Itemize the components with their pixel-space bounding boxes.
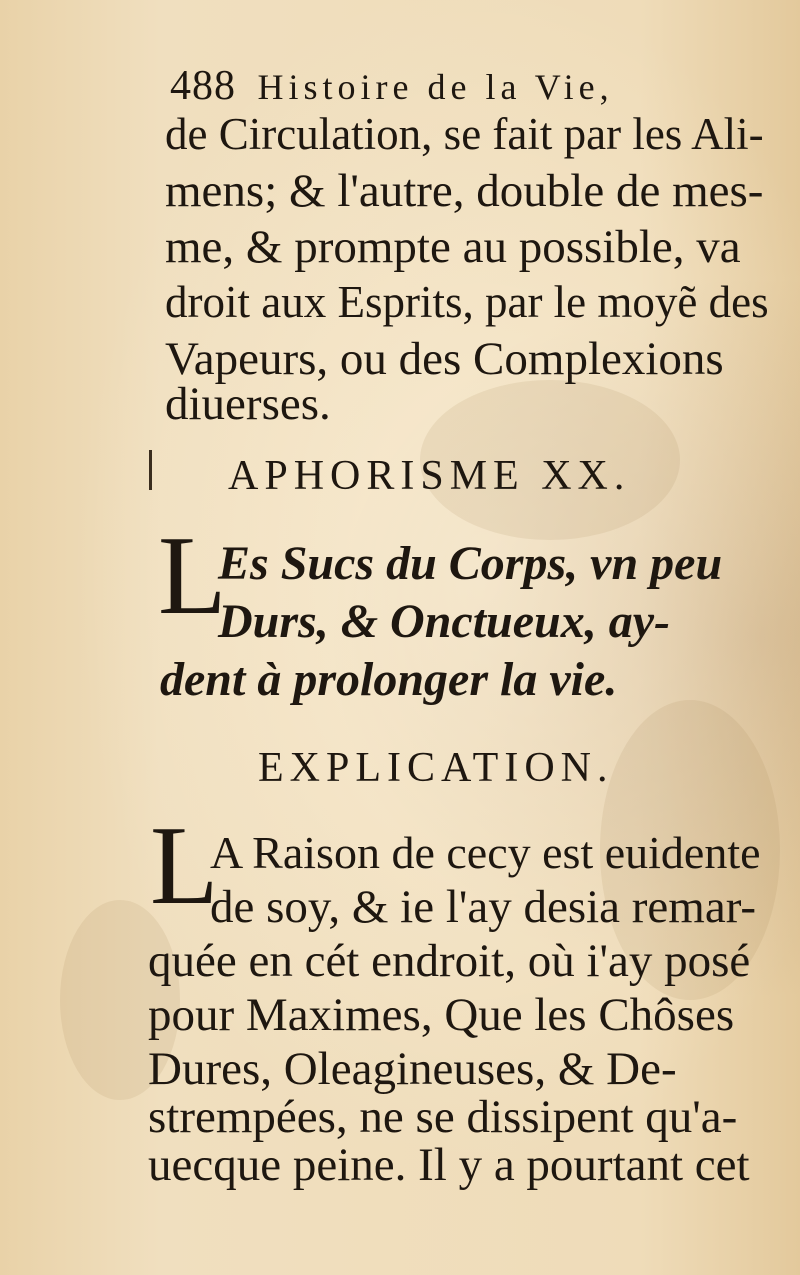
explication-heading: EXPLICATION. — [258, 745, 614, 791]
margin-mark — [149, 450, 152, 490]
text-line: mens; & l'autre, double de mes- — [165, 165, 764, 217]
aphorism-line: Es Sucs du Corps, vn peu — [218, 537, 723, 590]
aphorism-heading: APHORISME XX. — [228, 453, 631, 499]
text-line: diuerses. — [165, 378, 331, 430]
running-head — [170, 62, 614, 110]
text-line: droit aux Esprits, par le moyẽ des — [165, 277, 769, 327]
aphorism-line: dent à prolonger la vie. — [160, 653, 618, 706]
drop-cap: L — [150, 804, 219, 928]
text-line: A Raison de cecy est euidente — [210, 827, 761, 878]
text-line: pour Maximes, Que les Chôses — [148, 989, 735, 1041]
text-line: Dures, Oleagineuses, & De- — [148, 1043, 677, 1095]
drop-cap: L — [158, 514, 227, 638]
text-line: strempées, ne se dissipent qu'a- — [148, 1091, 738, 1143]
text-line: quée en cét endroit, où i'ay posé — [148, 935, 751, 987]
text-line: uecque peine. Il y a pourtant cet — [148, 1139, 750, 1191]
text-line: de Circulation, se fait par les Ali- — [165, 109, 764, 159]
running-title: Histoire de la Vie, — [257, 67, 614, 107]
page-number: 488 — [170, 63, 236, 109]
text-line: me, & prompte au possible, va — [165, 221, 741, 273]
text-line: de soy, & ie l'ay desia remar- — [210, 881, 757, 933]
aphorism-line: Durs, & Onctueux, ay- — [218, 595, 671, 648]
text-line: Vapeurs, ou des Complexions — [165, 333, 724, 385]
